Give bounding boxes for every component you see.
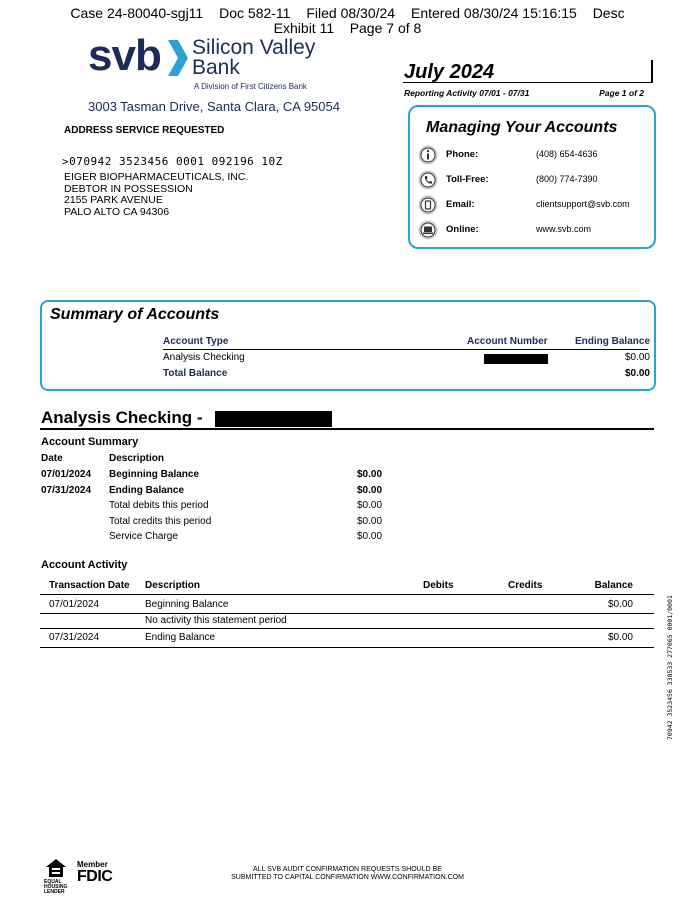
address-service-requested: ADDRESS SERVICE REQUESTED <box>64 125 225 136</box>
footer-line1: ALL SVB AUDIT CONFIRMATION REQUESTS SHOULD BE <box>253 866 442 873</box>
summary-row-date: 07/01/2024 <box>41 469 92 480</box>
col-credits: Credits <box>508 580 543 591</box>
tollfree-value[interactable]: (800) 774-7390 <box>536 174 598 184</box>
managing-accounts-title: Managing Your Accounts <box>426 119 618 136</box>
mail-barcode-line: >070942 3523456 0001 092196 10Z <box>62 155 283 168</box>
email-value[interactable]: clientsupport@svb.com <box>536 199 630 209</box>
filed-date: Filed 08/30/24 <box>306 5 396 21</box>
reporting-activity: Reporting Activity 07/01 - 07/31 <box>404 88 530 98</box>
redacted-account-number <box>215 411 332 427</box>
contact-label: Toll-Free: <box>446 174 489 185</box>
bank-address: 3003 Tasman Drive, Santa Clara, CA 95054 <box>88 99 340 114</box>
vertical-control-code: 70942 3523456 338533 277065 0001/0001 <box>666 595 674 740</box>
col-account-type: Account Type <box>163 336 229 347</box>
contact-label: Phone: <box>446 149 479 160</box>
logo-mark: svb <box>88 31 161 80</box>
summary-title: Summary of Accounts <box>50 306 220 323</box>
exhibit-label: Exhibit 11 <box>273 20 335 36</box>
row-divider <box>40 628 654 629</box>
summary-row-desc: Total debits this period <box>109 500 209 511</box>
contact-row-email <box>418 195 648 217</box>
footer-line2: SUBMITTED TO CAPITAL CONFIRMATION WWW.CONFIRMATION.COM <box>231 874 464 881</box>
activity-table-header <box>40 578 654 595</box>
managing-accounts-panel <box>408 105 656 249</box>
account-activity-title: Account Activity <box>41 559 128 571</box>
court-page-label: Page 7 of 8 <box>349 20 422 36</box>
bank-division: A Division of First Citizens Bank <box>194 82 307 91</box>
phone-icon <box>418 170 438 190</box>
statement-month-box <box>403 60 653 83</box>
statement-page: Page 1 of 2 <box>599 88 644 98</box>
account-title: Analysis Checking - <box>41 408 203 427</box>
ehl-text: EQUAL HOUSING LENDER <box>44 879 68 895</box>
recipient-line: EIGER BIOPHARMACEUTICALS, INC. <box>64 171 249 183</box>
audit-confirmation-footer <box>0 866 695 882</box>
contact-label: Online: <box>446 224 479 235</box>
summary-row-amount: $0.00 <box>357 485 383 496</box>
case-number: Case 24-80040-sgj11 <box>70 5 204 21</box>
summary-of-accounts <box>40 300 656 391</box>
recipient-line: PALO ALTO CA 94306 <box>64 205 170 218</box>
col-transaction-date: Transaction Date <box>49 580 130 591</box>
entered-date: Entered 08/30/24 15:16:15 <box>410 5 577 21</box>
summary-row-date: 07/31/2024 <box>41 485 92 496</box>
statement-month: July 2024 <box>404 61 495 83</box>
col-balance: Balance <box>594 580 633 591</box>
desc-label: Desc <box>592 5 625 21</box>
email-icon <box>418 195 438 215</box>
phone-value[interactable]: (408) 654-4636 <box>536 149 598 159</box>
fdic-member: Member <box>77 860 108 869</box>
col-activity-description: Description <box>145 580 201 591</box>
computer-icon <box>418 220 438 240</box>
recipient-line: DEBTOR IN POSSESSION <box>64 182 193 195</box>
contact-row-online <box>418 220 648 242</box>
total-balance-value: $0.00 <box>624 368 650 379</box>
reporting-period <box>404 88 644 98</box>
activity-row-desc: Beginning Balance <box>145 599 229 610</box>
info-icon <box>418 145 438 165</box>
summary-row-amount: $0.00 <box>357 469 383 480</box>
account-summary-title: Account Summary <box>41 436 139 448</box>
chevron-icon <box>166 38 190 78</box>
recipient-line: 2155 PARK AVENUE <box>64 194 163 207</box>
activity-row-date: 07/31/2024 <box>49 632 100 643</box>
bank-name-line2: Bank <box>192 56 240 79</box>
summary-account-type: Analysis Checking <box>163 352 245 363</box>
row-divider <box>40 613 654 614</box>
online-value[interactable]: www.svb.com <box>536 224 592 234</box>
summary-ending-balance: $0.00 <box>624 352 650 363</box>
summary-row-desc: Ending Balance <box>109 485 185 496</box>
summary-row-desc: Service Charge <box>109 531 178 542</box>
summary-row-amount: $0.00 <box>357 531 383 542</box>
summary-row-amount: $0.00 <box>357 500 383 511</box>
total-balance-label: Total Balance <box>163 368 228 379</box>
contact-row-phone <box>418 145 648 167</box>
recipient-address <box>64 172 248 218</box>
redacted-account-number <box>484 354 548 364</box>
summary-header-divider <box>163 349 648 350</box>
col-date: Date <box>41 453 63 464</box>
activity-row-desc: No activity this statement period <box>145 615 287 626</box>
activity-row-balance: $0.00 <box>607 599 633 610</box>
activity-row-date: 07/01/2024 <box>49 599 100 610</box>
activity-row-desc: Ending Balance <box>145 632 216 643</box>
contact-row-tollfree <box>418 170 648 192</box>
fdic-text: FDIC <box>77 868 113 885</box>
col-debits: Debits <box>423 580 454 591</box>
col-description: Description <box>109 453 165 464</box>
summary-row-amount: $0.00 <box>357 516 383 527</box>
summary-row-desc: Total credits this period <box>109 516 212 527</box>
doc-number: Doc 582-11 <box>219 5 291 21</box>
summary-row-desc: Beginning Balance <box>109 469 200 480</box>
activity-row-balance: $0.00 <box>607 632 633 643</box>
contact-label: Email: <box>446 199 475 210</box>
row-divider <box>40 647 654 648</box>
col-account-number: Account Number <box>467 336 548 347</box>
col-ending-balance: Ending Balance <box>574 336 650 347</box>
bank-name-line1: Silicon Valley <box>192 36 316 59</box>
account-section-header <box>40 408 654 430</box>
